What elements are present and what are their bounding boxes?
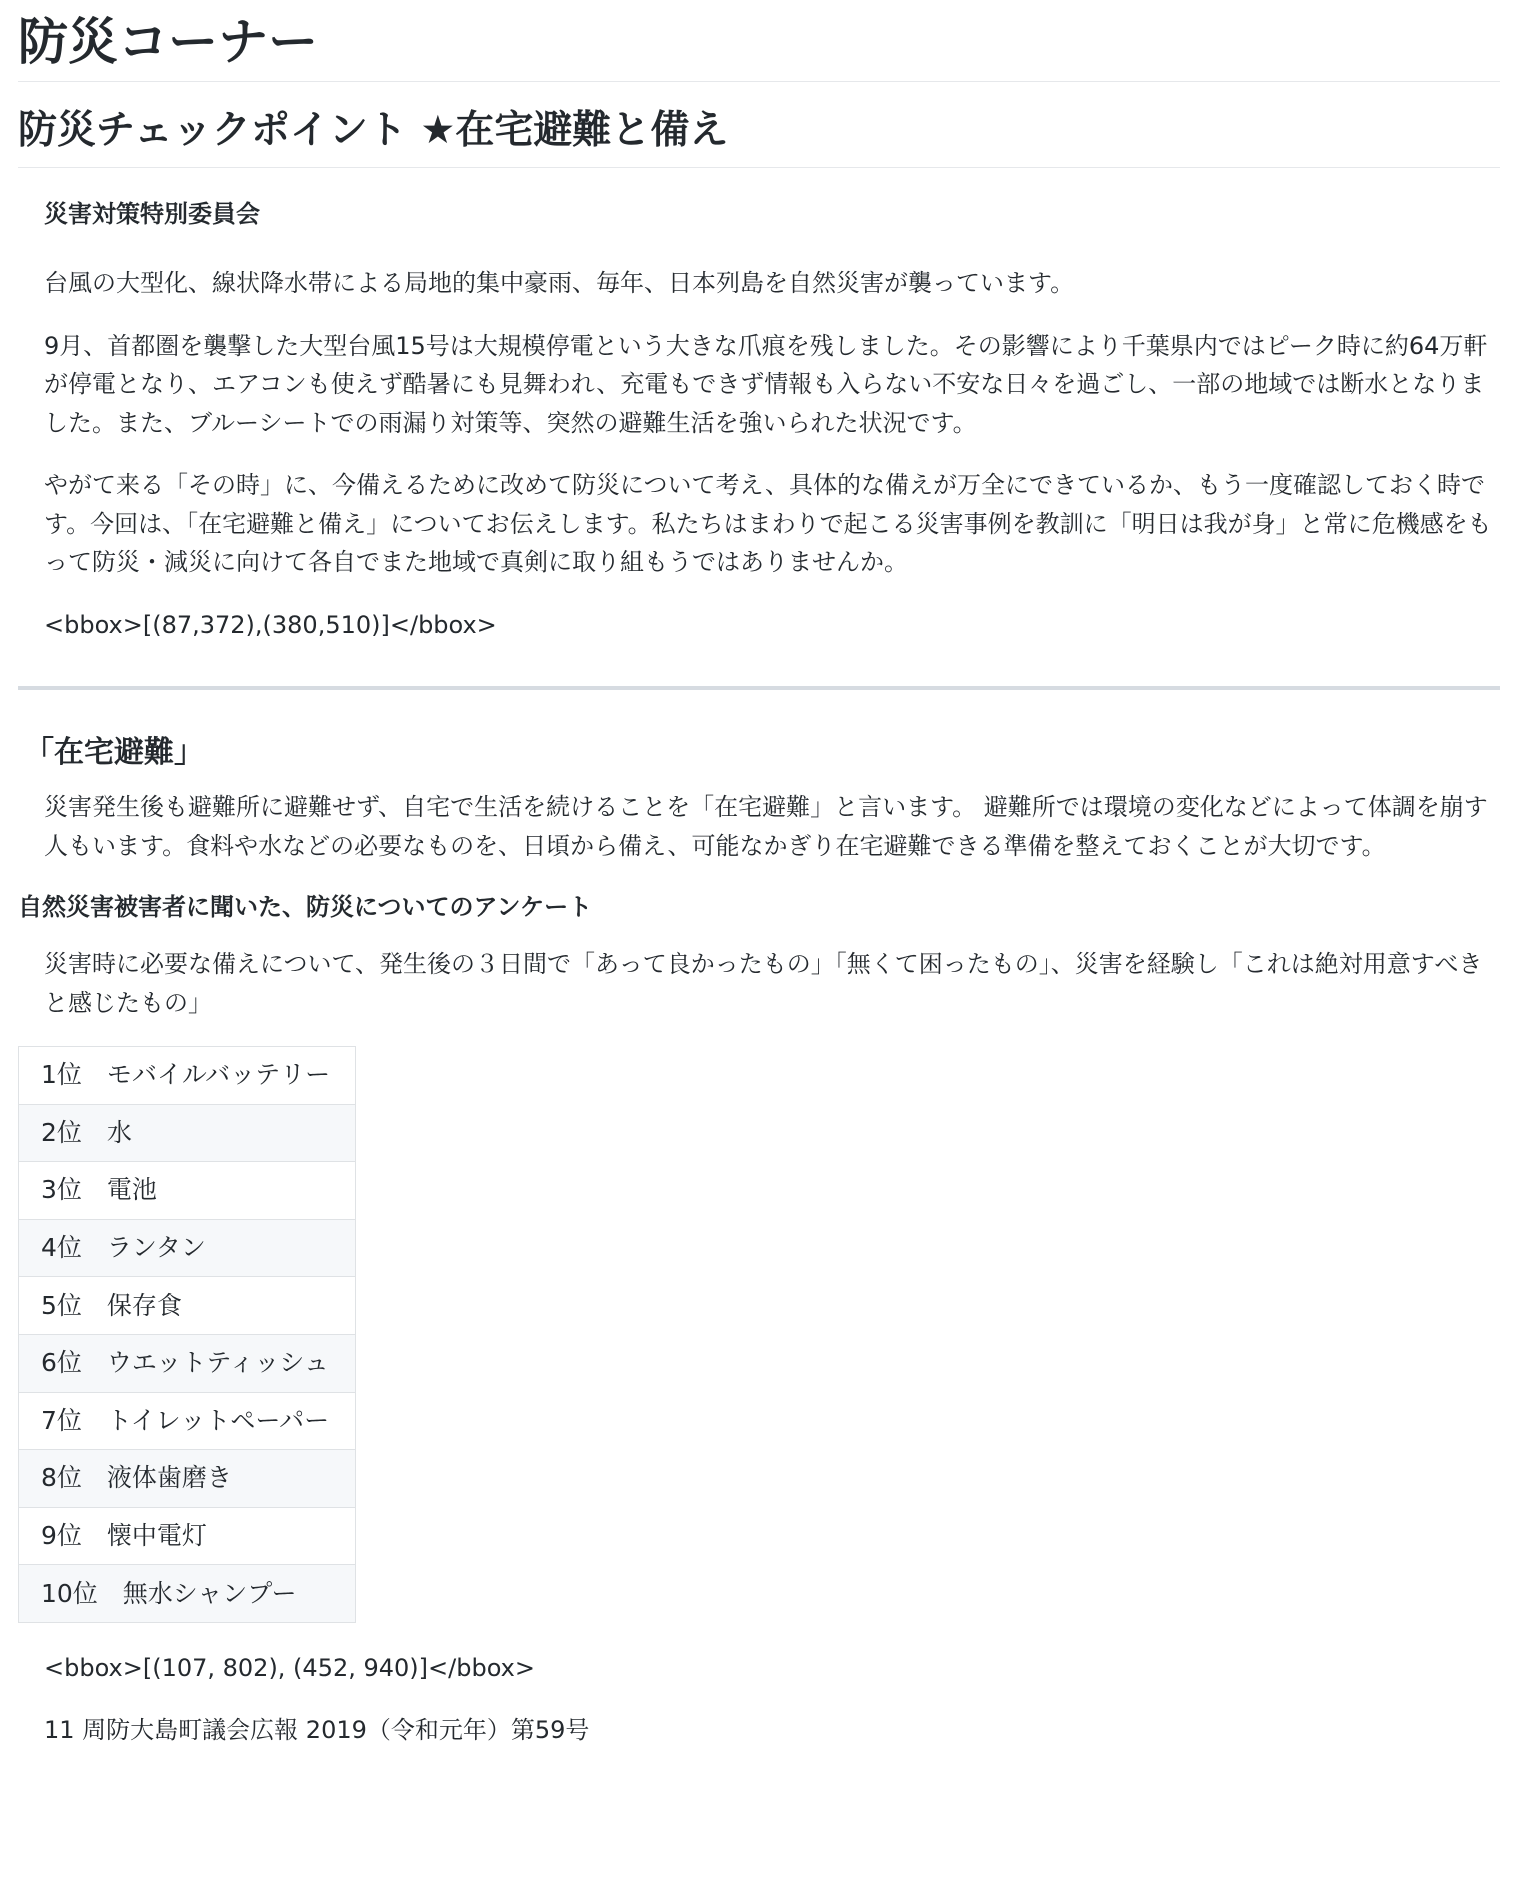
zaitaku-paragraph: 災害発生後も避難所に避難せず、自宅で生活を続けることを「在宅避難」と言います。 避難所では環境の変化などによって体調を崩す人もいます。食料や水などの必要なものを、日頃から備え、可能なかぎり在宅避難できる準備を整えておくことが大切です。 [44, 793, 1488, 860]
organization-name: 災害対策特別委員会 [44, 200, 260, 228]
checkpoint-title: 防災チェックポイント ★在宅避難と備え [18, 102, 1500, 168]
table-row [19, 1104, 356, 1162]
survey-heading: 自然災害被害者に聞いた、防災についてのアンケート [18, 893, 593, 921]
bbox-text: <bbox>[(87,372),(380,510)]</bbox> [44, 610, 497, 639]
table-row [19, 1277, 356, 1335]
ranking-cell: 6位 ウエットティッシュ [19, 1334, 356, 1392]
section-divider [18, 686, 1500, 690]
table-row [19, 1450, 356, 1508]
survey-paragraph: 災害時に必要な備えについて、発生後の３日間で「あって良かったもの」「無くて困ったもの」、災害を経験し「これは絶対用意すべきと感じたもの」 [44, 950, 1483, 1017]
table-row [19, 1047, 356, 1105]
intro-paragraph: やがて来る「その時」に、今備えるために改めて防災について考え、具体的な備えが万全にできているか、もう一度確認しておく時です。今回は、「在宅避難と備え」についてお伝えします。私たちはまわりで起こる災害事例を教訓に「明日は我が身」と常に危機感をもって防災・減災に向けて各自でまた地域で真剣に取り組もうではありませんか。 [44, 471, 1492, 576]
ranking-cell: 7位 トイレットペーパー [19, 1392, 356, 1450]
ranking-cell: 10位 無水シャンプー [19, 1565, 356, 1623]
ranking-cell: 9位 懐中電灯 [19, 1507, 356, 1565]
ranking-cell: 5位 保存食 [19, 1277, 356, 1335]
table-row [19, 1162, 356, 1220]
bbox-text: <bbox>[(107, 802), (452, 940)]</bbox> [44, 1653, 535, 1682]
intro-section [18, 198, 1500, 644]
footer-text: 11 周防大島町議会広報 2019（令和元年）第59号 [44, 1716, 590, 1745]
intro-paragraph: 台風の大型化、線状降水帯による局地的集中豪雨、毎年、日本列島を自然災害が襲っています。 [44, 269, 1075, 297]
ranking-cell: 8位 液体歯磨き [19, 1450, 356, 1508]
table-row [19, 1507, 356, 1565]
ranking-table [18, 1046, 356, 1623]
ranking-cell: 2位 水 [19, 1104, 356, 1162]
table-row [19, 1565, 356, 1623]
intro-paragraph: 9月、首都圏を襲撃した大型台風15号は大規模停電という大きな爪痕を残しました。その影響により千葉県内ではピーク時に約64万軒が停電となり、エアコンも使えず酷暑にも見舞われ、充電もできず情報も入らない不安な日々を過ごし、一部の地域では断水となりました。また、ブルーシートでの雨漏り対策等、突然の避難生活を強いられた状況です。 [44, 331, 1488, 437]
table-row [19, 1392, 356, 1450]
ranking-cell: 3位 電池 [19, 1162, 356, 1220]
table-row [19, 1334, 356, 1392]
ranking-cell: 1位 モバイルバッテリー [19, 1047, 356, 1105]
table-row [19, 1219, 356, 1277]
zaitaku-heading: 「在宅避難」 [24, 735, 204, 770]
ranking-cell: 4位 ランタン [19, 1219, 356, 1277]
page-title: 防災コーナー [18, 0, 1500, 82]
